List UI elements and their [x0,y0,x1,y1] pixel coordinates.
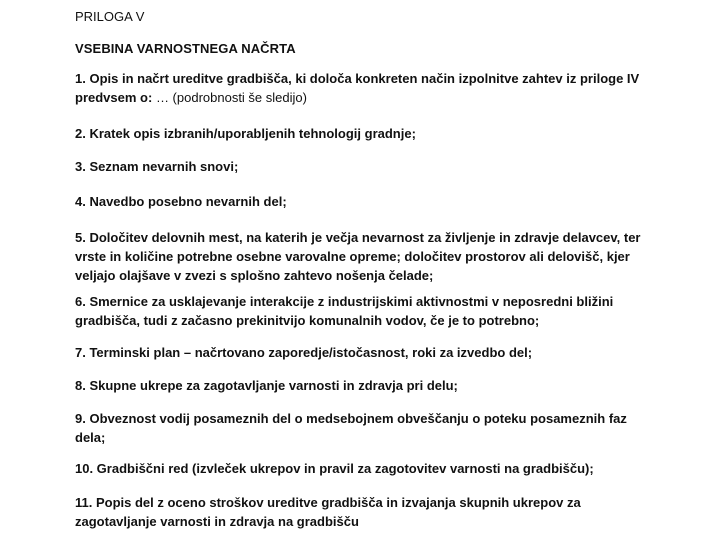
list-item-4-line-1: 4. Navedbo posebno nevarnih del; [75,194,287,209]
list-item-6 [75,292,613,330]
list-item-5-line-3: veljajo olajšave v zvezi s splošno zahtevo nošenja čelade; [75,268,434,283]
list-item-9-line-1: 9. Obveznost vodij posameznih del o medsebojnem obveščanju o poteku posameznih faz [75,411,627,426]
list-item-1-line-2-text: predvsem o: [75,90,153,105]
list-item-10 [75,459,594,478]
list-item-5 [75,228,641,285]
list-item-11-line-2: zagotavljanje varnosti in zdravja na gradbišču [75,514,359,529]
list-item-10-line-1: 10. Gradbiščni red (izvleček ukrepov in pravil za zagotovitev varnosti na gradbišču); [75,461,594,476]
list-item-1-line-1: 1. Opis in načrt ureditve gradbišča, ki določa konkreten način izpolnitve zahtev iz priloge IV [75,71,640,86]
list-item-6-line-1: 6. Smernice za usklajevanje interakcije z industrijskimi aktivnostmi v neposredni bližini [75,294,614,309]
list-item-3 [75,157,238,176]
list-item-1-note: … (podrobnosti še sledijo) [155,90,307,105]
list-item-11 [75,493,581,531]
list-item-9-line-2: dela; [75,430,106,445]
list-item-6-line-2: gradbišča, tudi z začasno prekinitvijo komunalnih vodov, če je to potrebno; [75,313,540,328]
list-item-5-line-1: 5. Določitev delovnih mest, na katerih je večja nevarnost za življenje in zdravje delavcev, ter [75,230,641,245]
list-item-8 [75,376,458,395]
list-item-7-line-1: 7. Terminski plan – načrtovano zaporedje/istočasnost, roki za izvedbo del; [75,345,533,360]
list-item-1-line-2 [75,88,639,107]
list-item-1 [75,69,639,107]
list-item-3-line-1: 3. Seznam nevarnih snovi; [75,159,239,174]
list-item-8-line-1: 8. Skupne ukrepe za zagotavljanje varnosti in zdravja pri delu; [75,378,458,393]
list-item-11-line-1: 11. Popis del z oceno stroškov ureditve gradbišča in izvajanja skupnih ukrepov za [75,495,581,510]
list-item-2 [75,124,416,143]
list-item-9 [75,409,627,447]
annex-label: PRILOGA V [75,9,145,24]
document-title: VSEBINA VARNOSTNEGA NAČRTA [75,41,296,56]
list-item-7 [75,343,532,362]
list-item-5-line-2: vrste in količine potrebne osebne varovalne opreme; določitev prostorov ali delovišč, kjer [75,249,630,264]
list-item-2-line-1: 2. Kratek opis izbranih/uporabljenih tehnologij gradnje; [75,126,416,141]
list-item-4 [75,192,287,211]
